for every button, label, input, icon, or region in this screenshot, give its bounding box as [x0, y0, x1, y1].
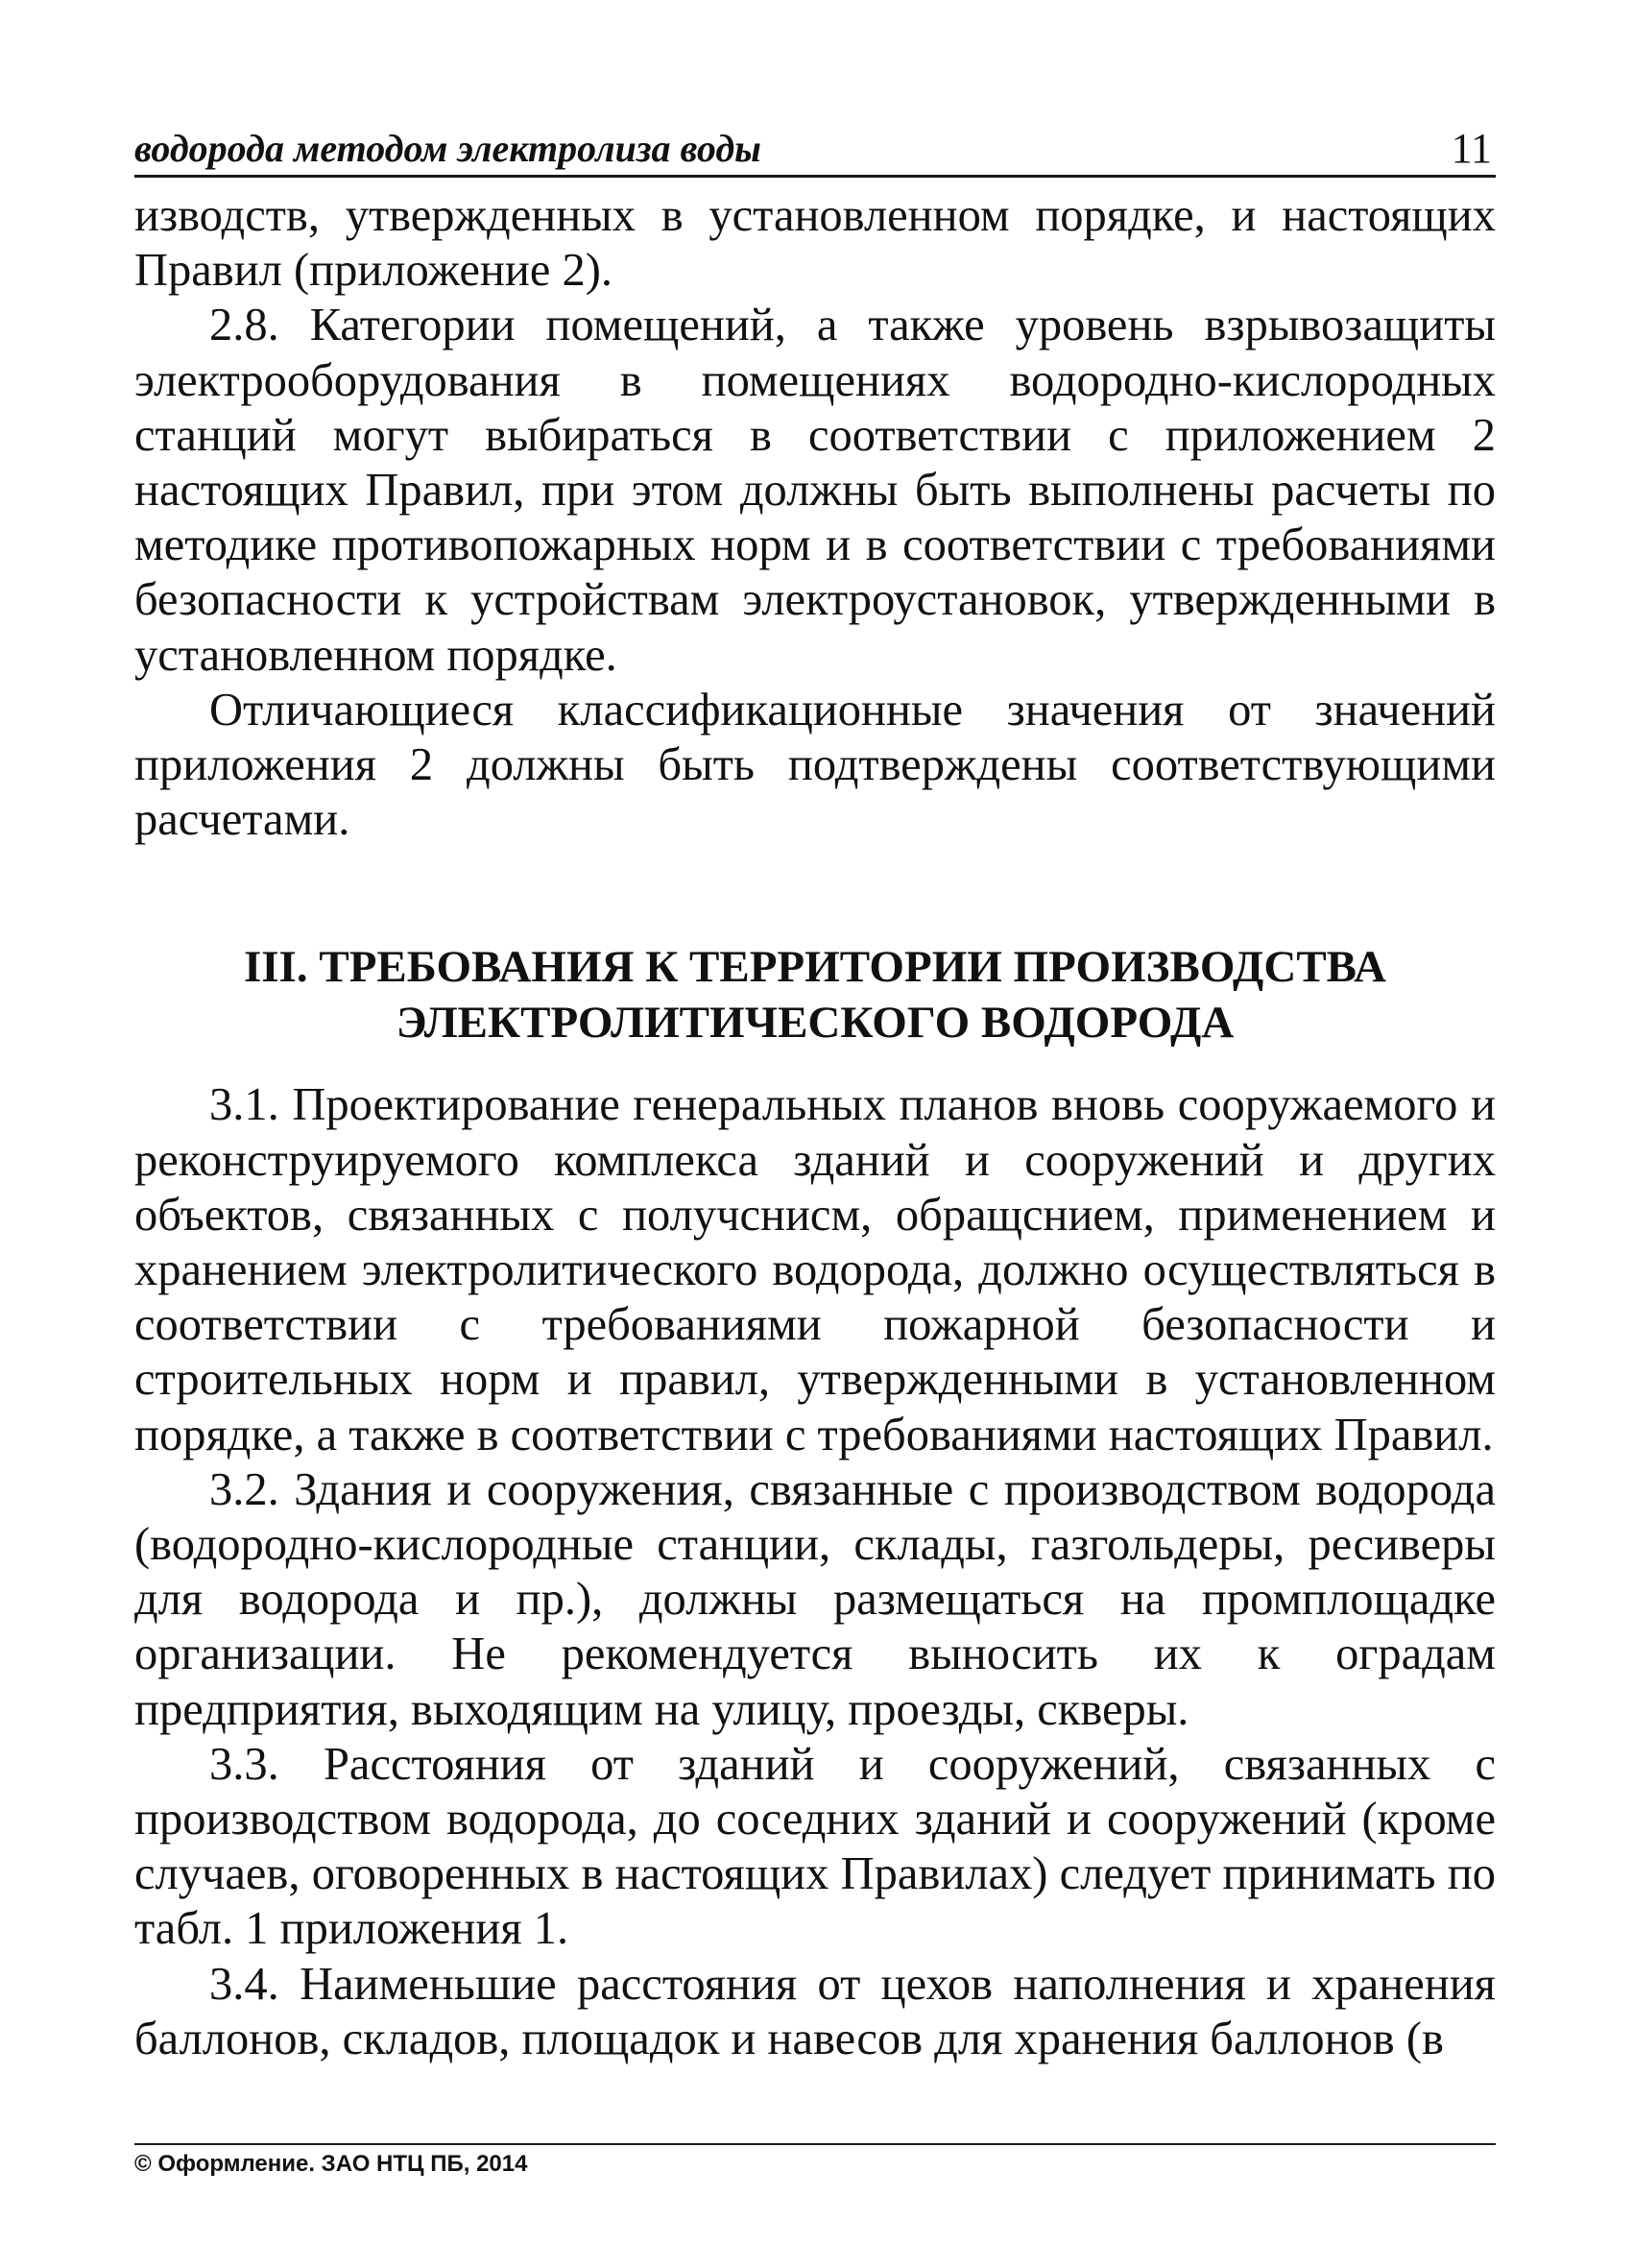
running-title: водорода методом электролиза воды	[134, 127, 761, 170]
paragraph-continuation: изводств, утвержденных в установленном порядке, и настоящих Правил (приложение 2).	[134, 190, 1496, 297]
paragraph-2-8: 2.8. Категории помещений, а также уровень взрывозащиты электрооборудования в помещениях водородно-кислородных станций могут выбираться в соответствии с приложением 2 настоящих Правил, при этом должны быть выполнены расчеты по методике противопожарных норм и в соответствии с требованиями безопасности к устройствам электроустановок, утвержденными в установленном порядке.	[134, 300, 1496, 681]
section-heading	[134, 939, 1496, 1050]
footer-rule	[134, 2143, 1496, 2145]
section-heading-line-1: III. ТРЕБОВАНИЯ К ТЕРРИТОРИИ ПРОИЗВОДСТВА	[243, 942, 1387, 993]
heading-spacer	[134, 1050, 1496, 1077]
paragraph-3-4: 3.4. Наименьшие расстояния от цехов наполнения и хранения баллонов, складов, площадок и навесов для хранения баллонов (в	[134, 1958, 1496, 2064]
paragraph-3-2: 3.2. Здания и сооружения, связанные с производством водорода (водородно-кислородные станции, склады, газгольдеры, ресиверы для водорода и пр.), должны размещаться на промплощадке организации. Не рекомендуется выносить их к оградам предприятия, выходящим на улицу, проезды, скверы.	[134, 1463, 1496, 1735]
paragraph-2-8-classification: Отличающиеся классификационные значения от значений приложения 2 должны быть подтверждены соответствующими расчетами.	[134, 684, 1496, 846]
page-number: 11	[1451, 125, 1492, 172]
footer-copyright: © Оформление. ЗАО НТЦ ПБ, 2014	[134, 2151, 528, 2177]
body-text	[134, 188, 1496, 2066]
paragraph-3-1: 3.1. Проектирование генеральных планов вновь сооружаемого и реконструируемого комплекса зданий и сооружений и других объектов, связанных с получснисм, обращснием, применением и хранением электролитического водорода, должно осуществляться в соответствии с требованиями пожарной безопасности и строительных норм и правил, утвержденными в установленном порядке, а также в соответствии с требованиями настоящих Правил.	[134, 1079, 1496, 1460]
paragraph-3-3: 3.3. Расстояния от зданий и сооружений, связанных с производством водорода, до соседних зданий и сооружений (кроме случаев, оговоренных в настоящих Правилах) следует принимать по табл. 1 приложения 1.	[134, 1738, 1496, 1955]
running-header	[134, 123, 1496, 178]
section-spacer	[134, 847, 1496, 939]
section-heading-line-2: ЭЛЕКТРОЛИТИЧЕСКОГО ВОДОРОДА	[396, 998, 1235, 1049]
